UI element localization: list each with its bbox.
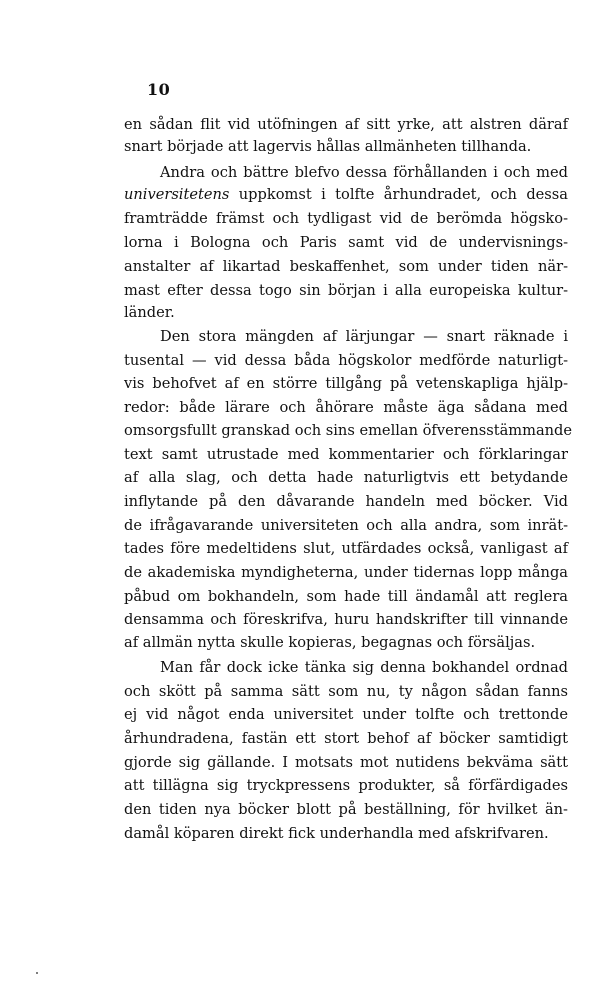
- text-line: Andra och bättre blefvo dessa förhållanden i och med: [160, 164, 568, 181]
- text-line: ej vid något enda universitet under tolfte och trettonde: [124, 706, 568, 723]
- text-line: af allmän nytta skulle kopieras, begagnas och försäljas.: [124, 634, 536, 651]
- text-line: tusental — vid dessa båda högskolor medförde naturligt-: [124, 352, 568, 369]
- text-line: vis behofvet af en större tillgång på vetenskapliga hjälp-: [124, 375, 568, 392]
- text-line: redor: både lärare och åhörare måste äga sådana med: [124, 399, 568, 416]
- text-line-rest: uppkomst i tolfte århundradet, och dessa: [238, 186, 568, 203]
- text-line: den tiden nya böcker blott på beställning, för hvilket än-: [124, 801, 568, 818]
- text-line: Den stora mängden af lärjungar — snart räknade i: [160, 328, 568, 345]
- text-line: Man får dock icke tänka sig denna bokhandel ordnad: [160, 659, 568, 676]
- text-line: mast efter dessa togo sin början i alla europeiska kultur-: [124, 282, 568, 299]
- text-line: de akademiska myndigheterna, under tidernas lopp många: [124, 564, 568, 581]
- text-line: framträdde främst och tydligast vid de berömda högsko-: [124, 210, 568, 227]
- text-line: densamma och föreskrifva, huru handskrifter till vinnande: [124, 611, 568, 628]
- text-line: påbud om bokhandeln, som hade till ändamål att reglera: [124, 588, 568, 605]
- text-line: och skött på samma sätt som nu, ty någon sådan fanns: [124, 683, 568, 700]
- text-line: gjorde sig gällande. I motsats mot nutidens bekväma sätt: [124, 754, 568, 771]
- page-number: 10: [147, 80, 171, 99]
- text-line: snart började att lagervis hållas allmänheten tillhanda.: [124, 138, 532, 155]
- paper-speck: [36, 972, 38, 974]
- text-line: omsorgsfullt granskad och sins emellan öfverensstämmande: [124, 422, 573, 439]
- italic-word: universitetens: [124, 186, 230, 203]
- text-line: anstalter af likartad beskaffenhet, som under tiden när-: [124, 258, 568, 275]
- text-line: damål köparen direkt fick underhandla med afskrifvaren.: [124, 825, 549, 842]
- text-line: text samt utrustade med kommentarier och förklaringar: [124, 446, 568, 463]
- text-line: länder.: [124, 304, 175, 321]
- text-line: lorna i Bologna och Paris samt vid de undervisnings-: [124, 234, 568, 251]
- text-line: af alla slag, och detta hade naturligtvis ett betydande: [124, 469, 568, 486]
- text-line: inflytande på den dåvarande handeln med böcker. Vid: [124, 493, 568, 510]
- text-line: en sådan flit vid utöfningen af sitt yrke, att alstren däraf: [124, 116, 568, 133]
- text-line: att tillägna sig tryckpressens produkter, så förfärdigades: [124, 777, 568, 794]
- text-line: århundradena, fastän ett stort behof af böcker samtidigt: [124, 730, 568, 747]
- text-line: tades före medeltidens slut, utfärdades också, vanligast af: [124, 540, 568, 557]
- text-line: de ifrågavarande universiteten och alla andra, som inrät-: [124, 517, 568, 534]
- text-line: [124, 186, 568, 204]
